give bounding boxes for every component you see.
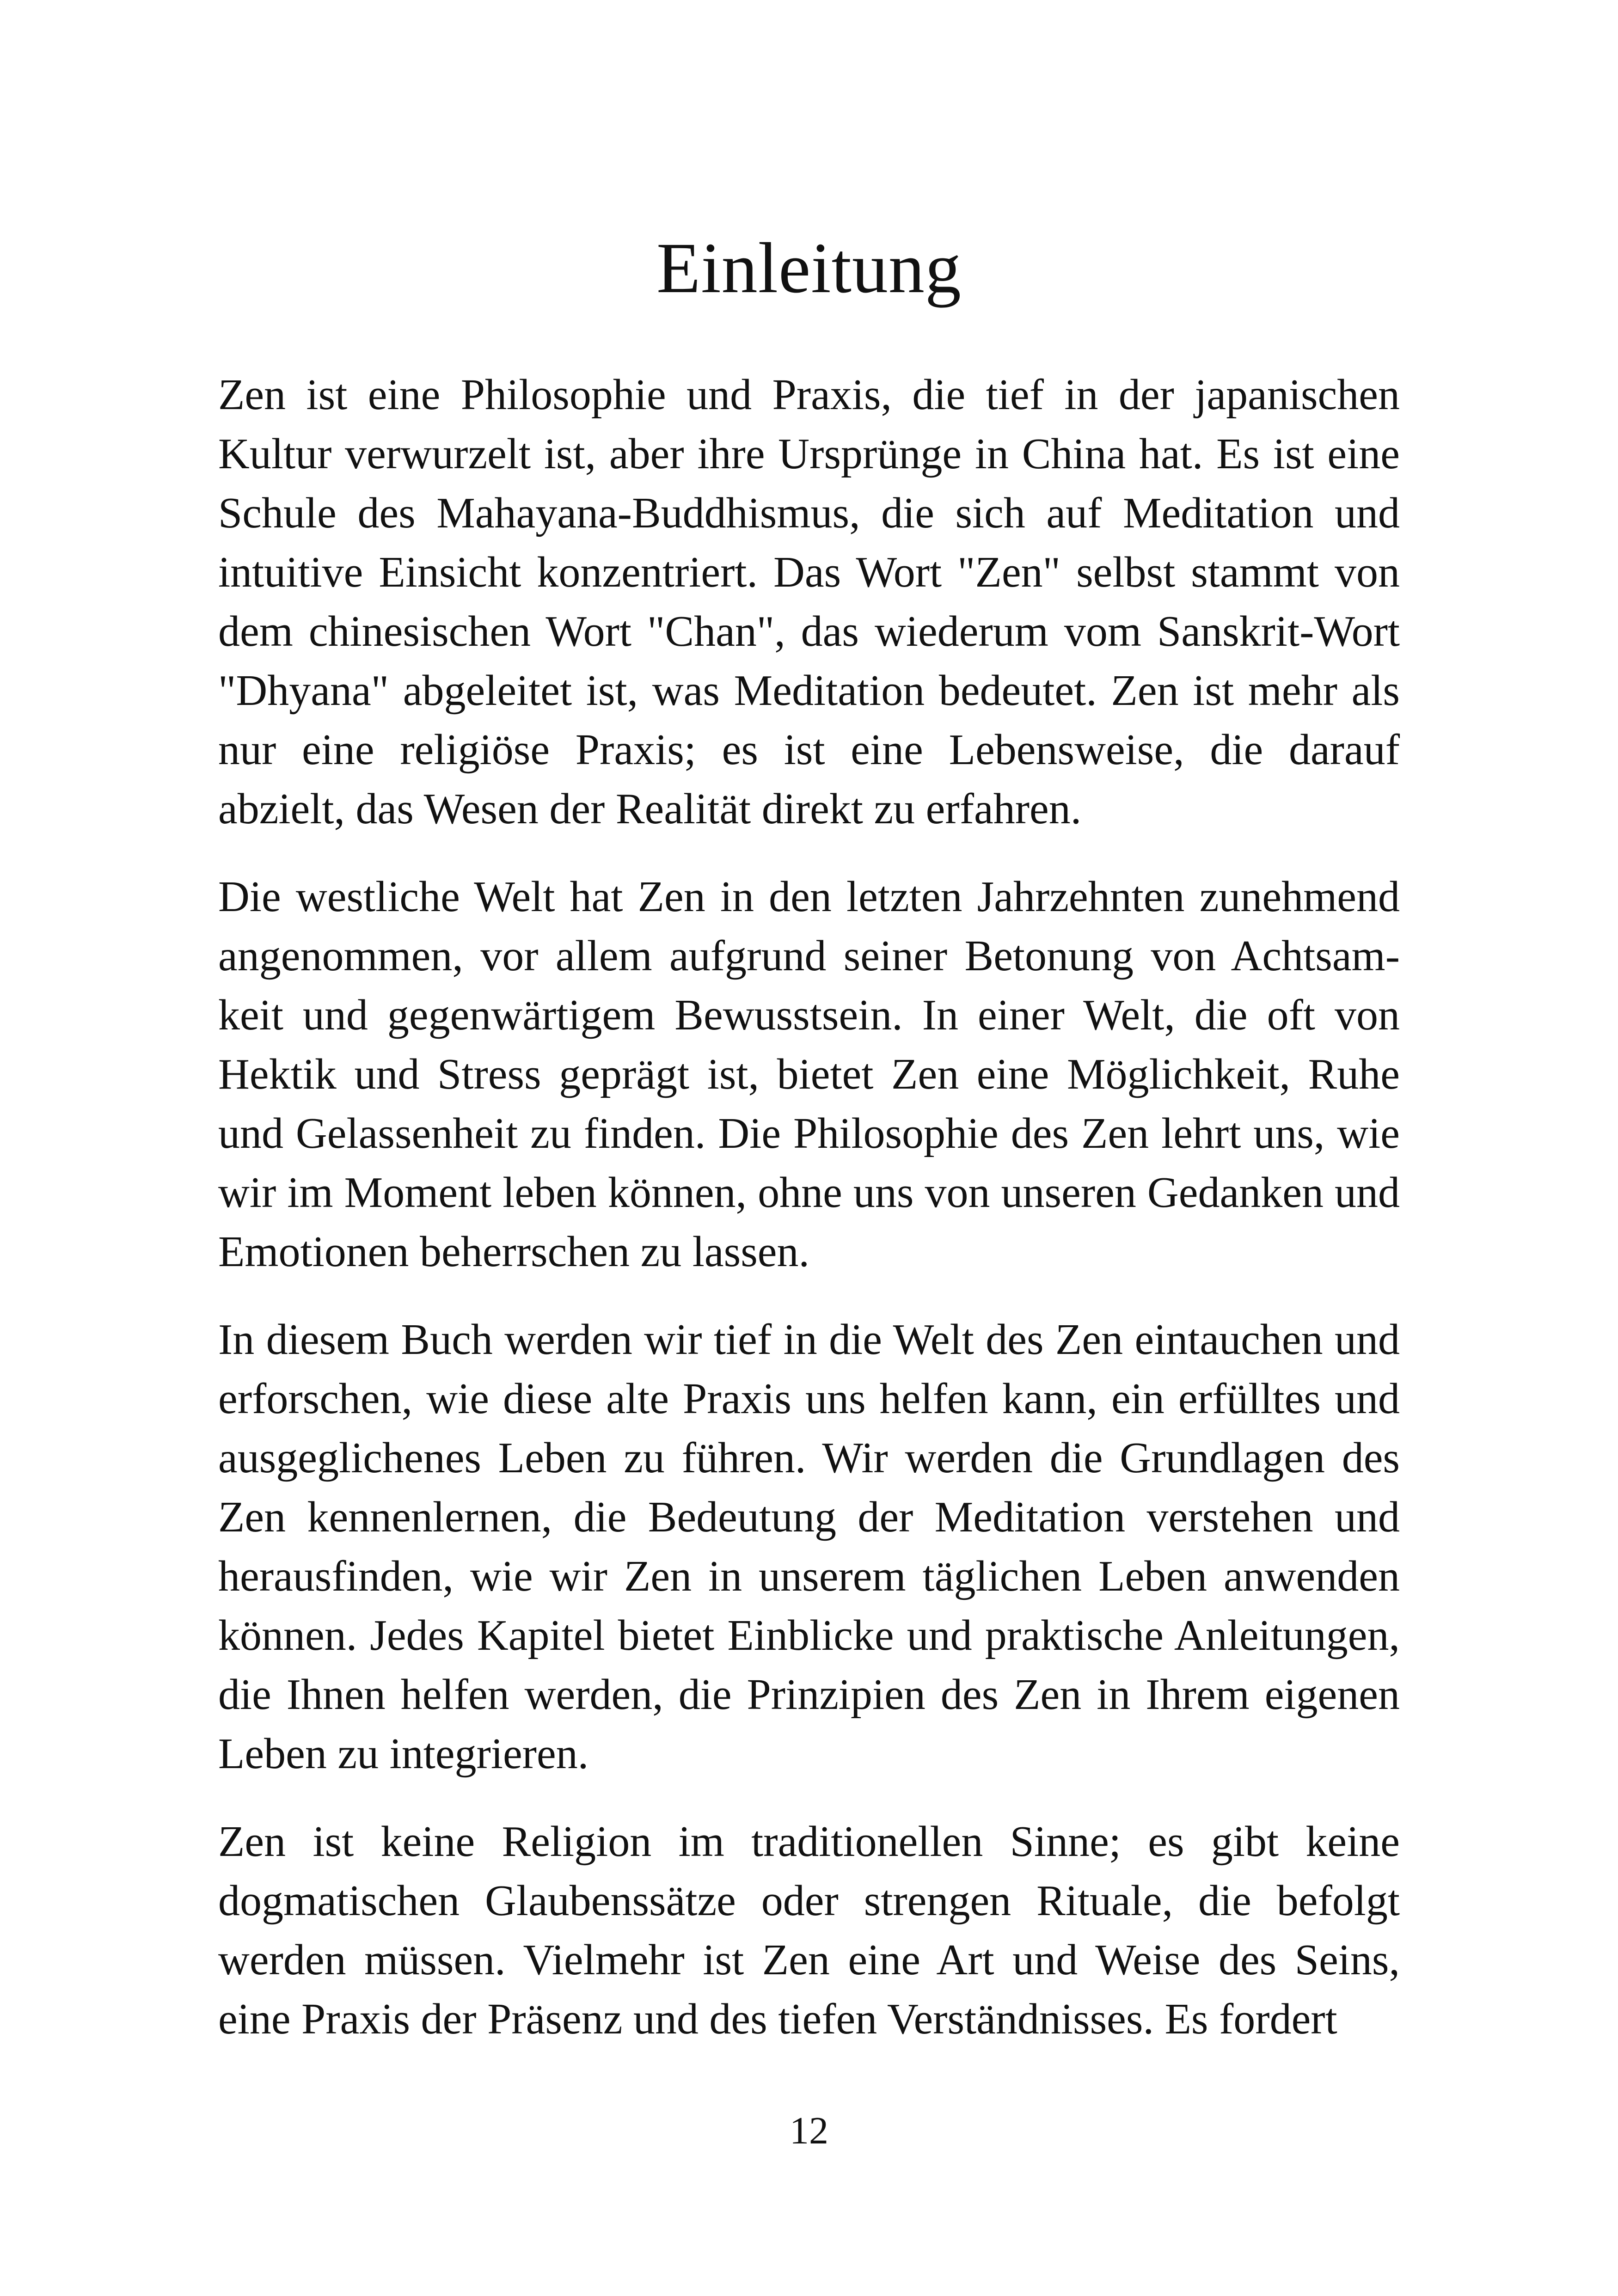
page-number: 12 — [790, 2109, 828, 2152]
body-text — [218, 365, 1400, 2049]
chapter-title: Einleitung — [656, 228, 962, 308]
paragraph-4: Zen ist keine Religion im traditionellen Sinne; es gibt keine dogmatischen Glaubenssätze oder strengen Rituale, die befolgt werden müssen. Vielmehr ist Zen eine Art und Weise des Seins, eine Praxis der Präsenz und des tiefen Verständnisses. Es fordert — [218, 1818, 1400, 2043]
paragraph-2: Die westliche Welt hat Zen in den letzten Jahrzehnten zunehmend angenommen, vor allem aufgrund seiner Betonung von Achtsamkeit und gegenwärtigem Bewusstsein. In einer Welt, die oft von Hektik und Stress geprägt ist, bietet Zen eine Möglichkeit, Ruhe und Gelassenheit zu finden. Die Philosophie des Zen lehrt uns, wie wir im Moment leben können, ohne uns von unseren Gedanken und Emotionen beherrschen zu lassen. — [218, 873, 1400, 1276]
paragraph-3: In diesem Buch werden wir tief in die Welt des Zen eintauchen und erforschen, wie diese alte Praxis uns helfen kann, ein erfülltes und ausgeglichenes Leben zu führen. Wir werden die Grundlagen des Zen kennenlernen, die Bedeutung der Meditation verstehen und herausfinden, wie wir Zen in unserem täglichen Leben anwenden können. Jedes Kapitel bietet Einblicke und praktische Anleitungen, die Ihnen helfen werden, die Prinzipien des Zen in Ihrem eigenen Leben zu integrieren. — [218, 1316, 1400, 1778]
paragraph-1: Zen ist eine Philosophie und Praxis, die tief in der japanischen Kultur verwurzelt ist, aber ihre Ursprünge in China hat. Es ist eine Schule des Mahayana-Buddhismus, die sich auf Meditation und intuitive Einsicht konzentriert. Das Wort "Zen" selbst stammt von dem chinesischen Wort "Chan", das wiederum vom Sanskrit-Wort "Dhyana" abgeleitet ist, was Meditation bedeutet. Zen ist mehr als nur eine religiöse Praxis; es ist eine Lebensweise, die darauf abzielt, das Wesen der Realität direkt zu erfahren. — [218, 371, 1400, 833]
